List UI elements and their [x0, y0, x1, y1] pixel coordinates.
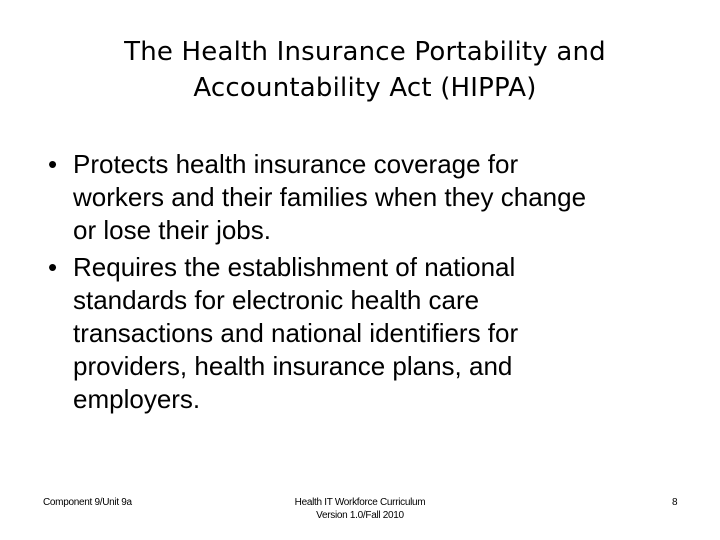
slide-title — [40, 34, 690, 106]
footer-curriculum — [260, 496, 460, 522]
bullet-2-line-5: employers. — [73, 384, 201, 414]
bullet-list — [48, 148, 698, 420]
footer-curriculum-line-1: Health IT Workforce Curriculum — [294, 497, 426, 508]
slide-title-line-1: The Health Insurance Portability and — [124, 37, 606, 67]
footer-component-label: Component 9/Unit 9a — [43, 497, 132, 508]
bullet-1-line-3: or lose their jobs. — [73, 215, 271, 245]
bullet-icon: • — [48, 149, 58, 179]
bullet-2-line-4: providers, health insurance plans, and — [73, 351, 513, 381]
bullet-1-line-1: Protects health insurance coverage for — [73, 149, 519, 179]
bullet-icon: • — [48, 252, 58, 282]
bullet-2-line-3: transactions and national identifiers for — [73, 318, 519, 348]
footer-curriculum-line-2: Version 1.0/Fall 2010 — [316, 510, 404, 521]
bullet-2-line-2: standards for electronic health care — [73, 285, 480, 315]
bullet-item-1 — [48, 148, 698, 247]
bullet-1-line-2: workers and their families when they change — [73, 182, 587, 212]
bullet-2-line-1: Requires the establishment of national — [73, 252, 516, 282]
page-number: 8 — [672, 497, 678, 508]
bullet-item-2 — [48, 251, 698, 416]
slide-title-line-2: Accountability Act (HIPPA) — [193, 73, 537, 103]
